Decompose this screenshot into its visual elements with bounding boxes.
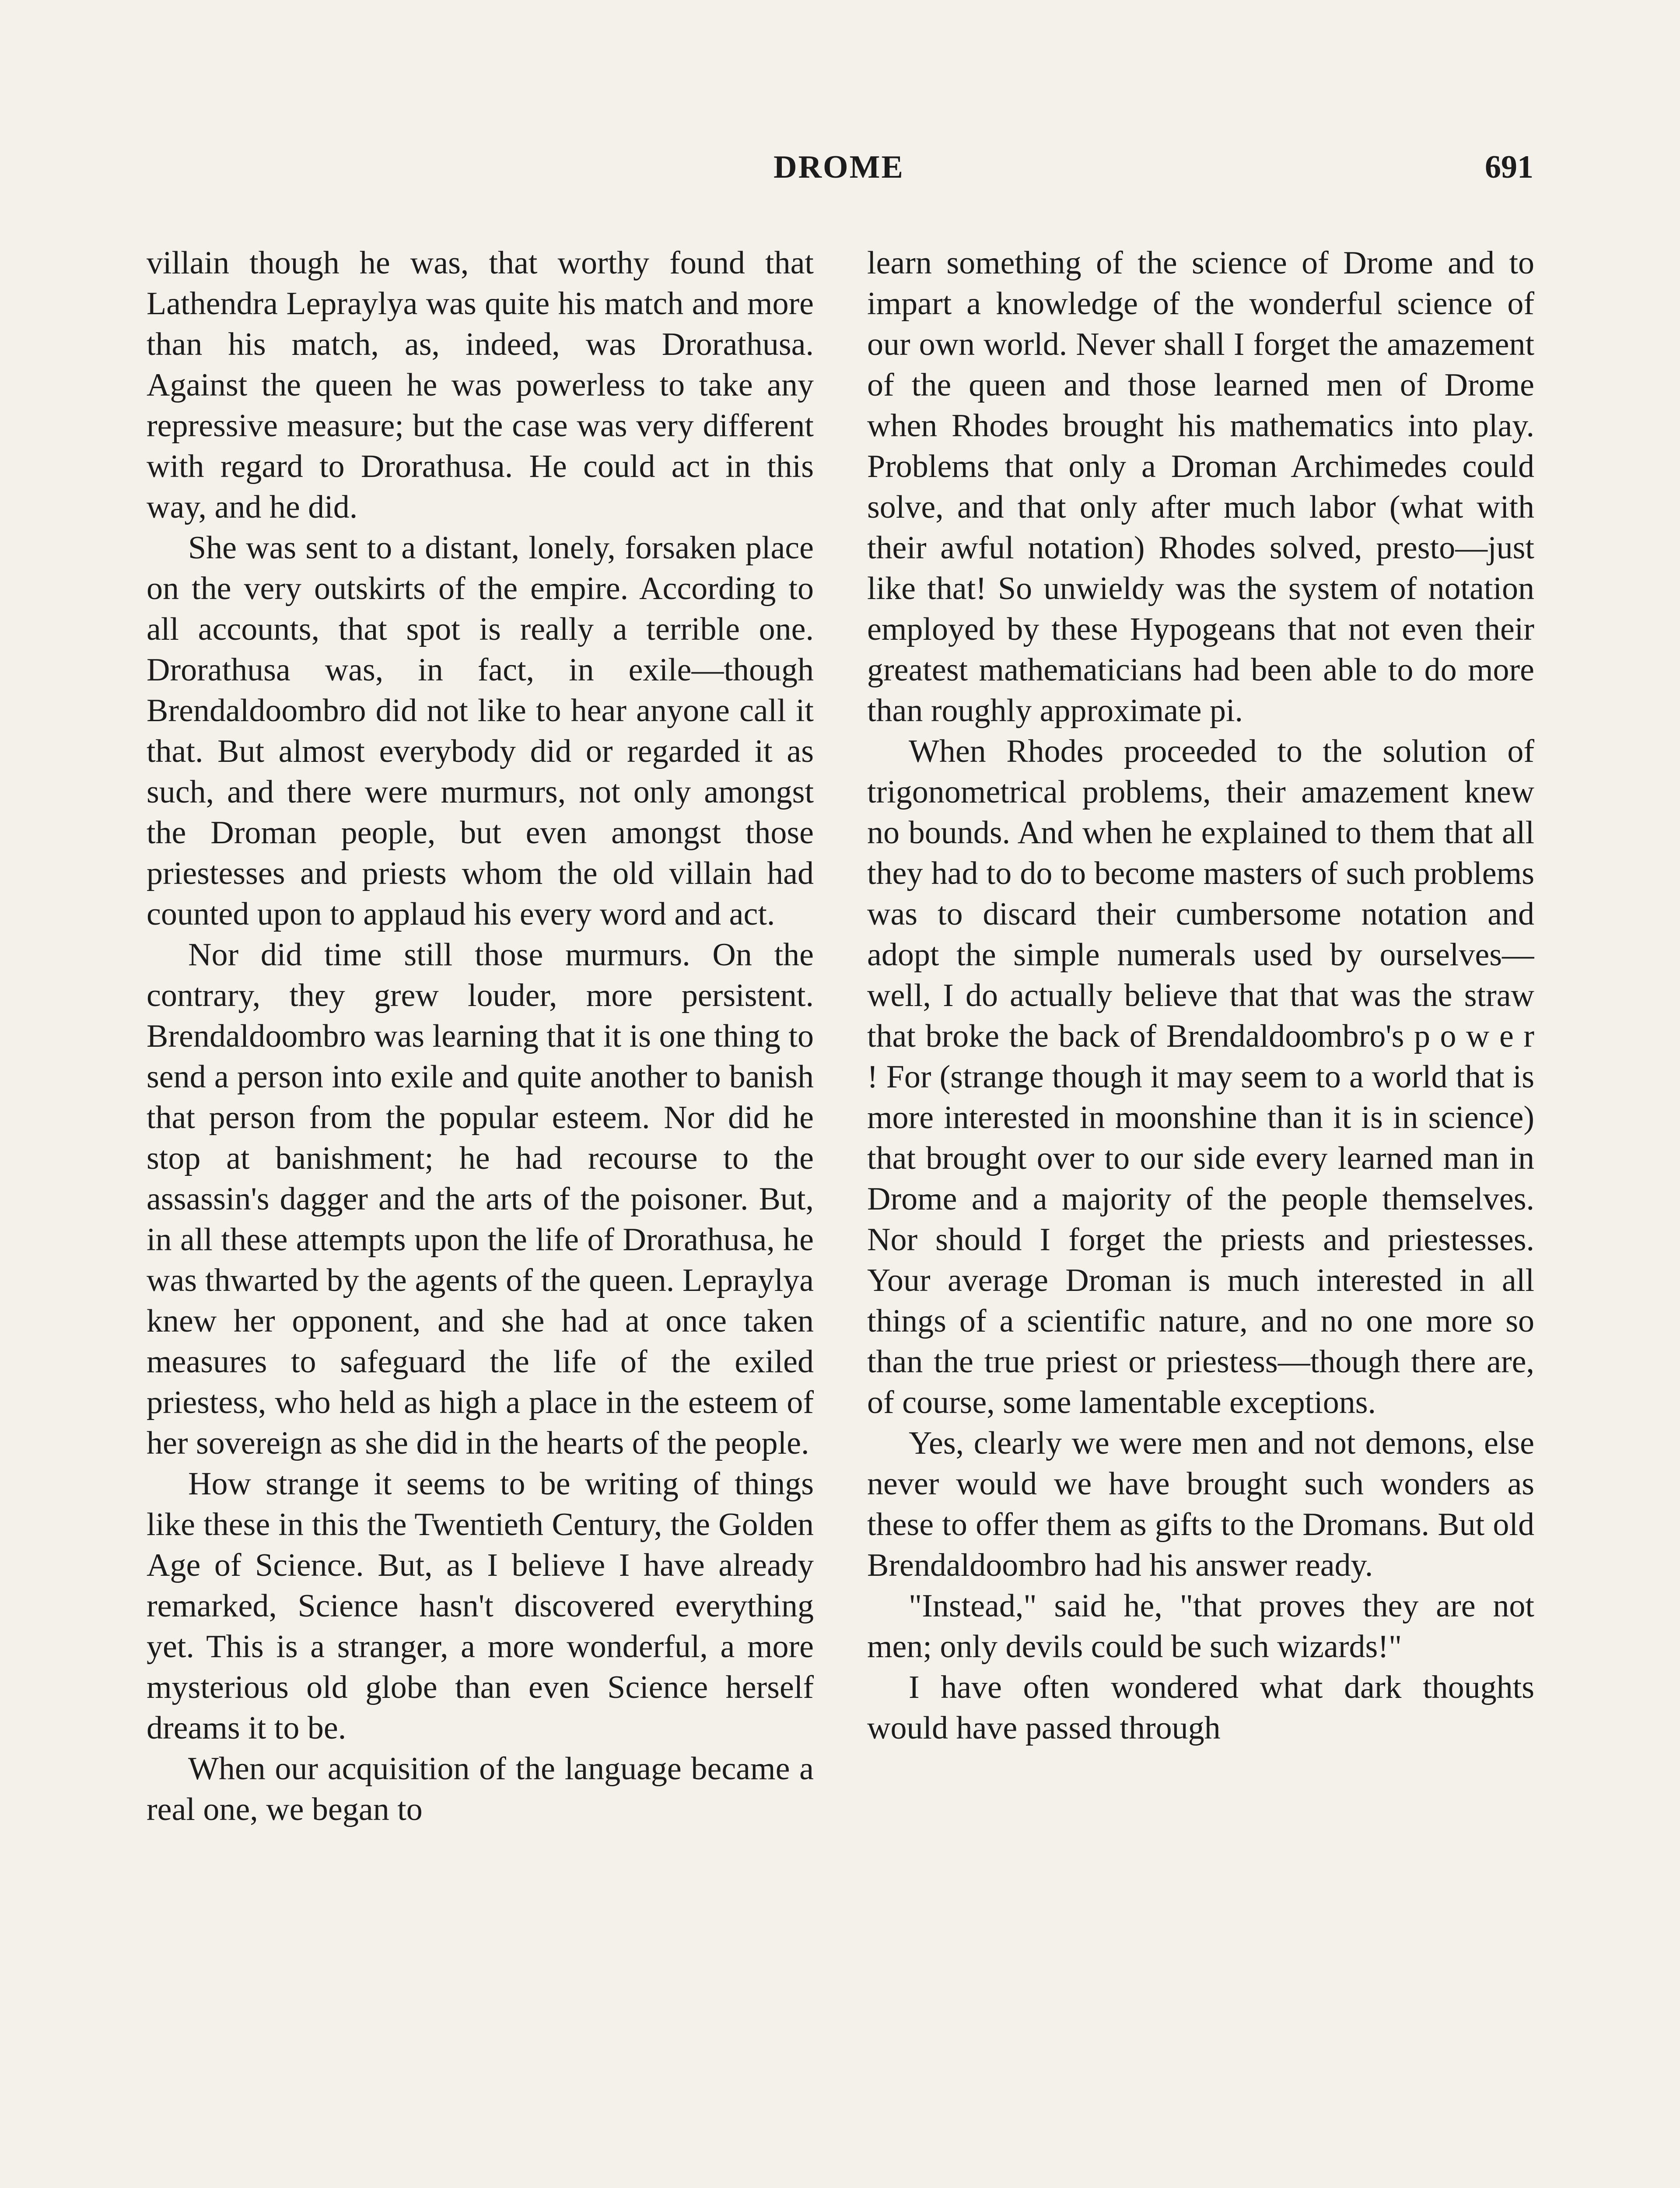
paragraph: Nor did time still those murmurs. On the contrary, they grew louder, more persistent. Brendaldoombro was learning that it is one thing to send a person into exile and quite another to banish that person from the popular esteem. Nor did he stop at banishment; he had recourse to the assassin's dagger and the arts of the poisoner. But, in all these attempts upon the life of Drorathusa, he was thwarted by the agents of the queen. Lepraylya knew her opponent, and she had at once taken measures to safeguard the life of the exiled priestess, who held as high a place in the esteem of her sovereign as she did in the hearts of the people. bbox=[147, 937, 814, 1461]
paragraph: learn something of the science of Drome and to impart a knowledge of the wonderful science of our own world. Never shall I forget the amazement of the queen and those learned men of Drome when Rhodes brought his mathematics into play. Problems that only a Droman Archimedes could solve, and that only after much labor (what with their awful notation) Rhodes solved, presto—just like that! So unwieldy was the system of notation employed by these Hypogeans that not even their greatest mathematicians had been able to do more than roughly approximate pi. bbox=[867, 245, 1534, 729]
paragraph: She was sent to a distant, lonely, forsaken place on the very outskirts of the empire. According to all accounts, that spot is really a terrible one. Drorathusa was, in fact, in exile—though Brendaldoombro did not like to hear anyone call it that. But almost everybody did or regarded it as such, and there were murmurs, not only amongst the Droman people, but even amongst those priestesses and priests whom the old villain had counted upon to applaud his every word and act. bbox=[147, 530, 814, 932]
right-column bbox=[867, 243, 1534, 2188]
paragraph: How strange it seems to be writing of things like these in this the Twentieth Century, the Golden Age of Science. But, as I believe I have already remarked, Science hasn't discovered everything yet. This is a stranger, a more wonderful, a more mysterious old globe than even Science herself dreams it to be. bbox=[147, 1466, 814, 1746]
paragraph: When our acquisition of the language became a real one, we began to bbox=[147, 1751, 814, 1827]
paragraph: I have often wondered what dark thoughts would have passed through bbox=[867, 1669, 1534, 1746]
page-number: 691 bbox=[1485, 149, 1533, 185]
running-header bbox=[144, 149, 1533, 197]
running-title: DROME bbox=[774, 149, 904, 185]
paragraph: When Rhodes proceeded to the solution of trigonometrical problems, their amazement knew no bounds. And when he explained to them that all they had to do to become masters of such problems was to discard their cumbersome notation and adopt the simple numerals used by ourselves—well, I do actually believe that that was the straw that broke the back of Brendaldoombro's p o w e r ! For (strange though it may seem to a world that is more interested in moonshine than it is in science) that brought over to our side every learned man in Drome and a majority of the people themselves. Nor should I forget the priests and priestesses. Your average Droman is much interested in all things of a scientific nature, and no one more so than the true priest or priestess—though there are, of course, some lamentable exceptions. bbox=[867, 733, 1534, 1420]
left-column bbox=[147, 243, 814, 2188]
paragraph: villain though he was, that worthy found that Lathendra Lepraylya was quite his match and more than his match, as, indeed, was Drorathusa. Against the queen he was powerless to take any repressive measure; but the case was very different with regard to Drorathusa. He could act in this way, and he did. bbox=[147, 245, 814, 525]
paragraph: Yes, clearly we were men and not demons, else never would we have brought such wonders as these to offer them as gifts to the Dromans. But old Brendaldoombro had his answer ready. bbox=[867, 1425, 1534, 1583]
paragraph: "Instead," said he, "that proves they are not men; only devils could be such wizards!" bbox=[867, 1588, 1534, 1665]
